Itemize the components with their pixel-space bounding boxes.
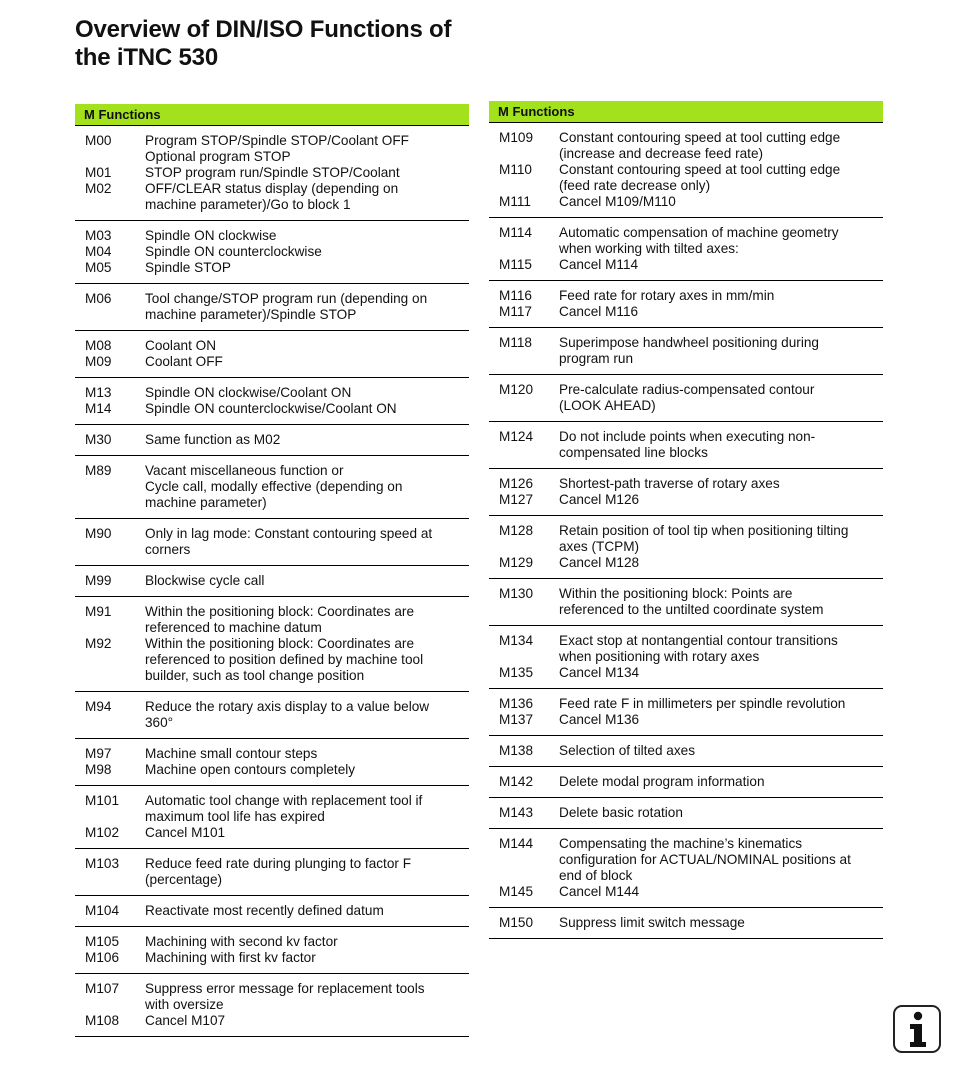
table-row <box>75 495 469 511</box>
table-row <box>75 1013 469 1029</box>
table-row <box>489 492 883 508</box>
function-description: Within the positioning block: Points are <box>559 586 793 601</box>
function-code: M116 <box>499 288 532 303</box>
function-code: M101 <box>85 793 120 808</box>
function-code: M09 <box>85 354 112 369</box>
function-description: Feed rate for rotary axes in mm/min <box>559 288 775 303</box>
table-row <box>489 178 883 194</box>
function-code <box>489 649 559 665</box>
function-description: Coolant ON <box>145 338 217 353</box>
function-code: M134 <box>499 633 534 648</box>
function-code: M109 <box>499 130 534 145</box>
function-code: M03 <box>85 228 112 243</box>
function-description: Delete basic rotation <box>559 805 683 820</box>
table-row <box>489 868 883 884</box>
function-code <box>489 445 559 461</box>
table-row <box>75 181 469 197</box>
function-description: Exact stop at nontangential contour transitions <box>559 633 838 648</box>
function-description: corners <box>145 542 191 557</box>
function-description: when positioning with rotary axes <box>559 649 760 664</box>
function-group <box>75 126 469 221</box>
function-code <box>489 351 559 367</box>
function-group <box>75 974 469 1037</box>
function-description: Superimpose handwheel positioning during <box>559 335 819 350</box>
function-description: OFF/CLEAR status display (depending on <box>145 181 399 196</box>
function-description: Vacant miscellaneous function or <box>145 463 344 478</box>
function-code: M06 <box>85 291 112 306</box>
function-code: M111 <box>499 194 531 209</box>
table-row <box>489 194 883 210</box>
function-description: Reduce feed rate during plunging to factor F <box>145 856 412 871</box>
function-code <box>489 178 559 194</box>
function-description: when working with tilted axes: <box>559 241 739 256</box>
function-code <box>489 539 559 555</box>
function-description: Selection of tilted axes <box>559 743 696 758</box>
function-code <box>489 868 559 884</box>
table-row <box>489 257 883 273</box>
table-row <box>489 743 883 759</box>
function-code: M128 <box>499 523 534 538</box>
table-row <box>75 872 469 888</box>
function-code <box>75 479 145 495</box>
function-code: M105 <box>85 934 120 949</box>
table-body <box>489 123 883 939</box>
function-code: M135 <box>499 665 534 680</box>
table-row <box>489 852 883 868</box>
function-code <box>75 197 145 213</box>
function-description: axes (TCPM) <box>559 539 640 554</box>
table-row <box>75 244 469 260</box>
table-row <box>489 304 883 320</box>
function-description: STOP program run/Spindle STOP/Coolant <box>145 165 400 180</box>
function-description: Spindle ON counterclockwise/Coolant ON <box>145 401 397 416</box>
table-row <box>75 149 469 165</box>
table-row <box>489 241 883 257</box>
table-row <box>75 573 469 589</box>
table-row <box>75 997 469 1013</box>
function-description: machine parameter) <box>145 495 267 510</box>
table-row <box>75 825 469 841</box>
table-row <box>75 793 469 809</box>
function-code: M106 <box>85 950 120 965</box>
info-icon <box>893 1005 941 1053</box>
function-description: Cancel M109/M110 <box>559 194 676 209</box>
function-group <box>75 566 469 597</box>
function-description: Within the positioning block: Coordinates are <box>145 604 415 619</box>
function-description: Machining with first kv factor <box>145 950 316 965</box>
table-row <box>489 523 883 539</box>
table-row <box>489 162 883 178</box>
table-row <box>489 539 883 555</box>
table-row <box>75 432 469 448</box>
table-row <box>489 712 883 728</box>
table-row <box>75 668 469 684</box>
function-code: M104 <box>85 903 120 918</box>
function-group <box>489 422 883 469</box>
function-code: M99 <box>85 573 112 588</box>
function-code: M115 <box>499 257 532 272</box>
function-description: Cancel M128 <box>559 555 640 570</box>
table-row <box>489 288 883 304</box>
function-description: Cancel M114 <box>559 257 639 272</box>
function-code: M90 <box>85 526 112 541</box>
function-description: maximum tool life has expired <box>145 809 325 824</box>
table-row <box>75 636 469 652</box>
function-code: M136 <box>499 696 534 711</box>
function-code: M103 <box>85 856 120 871</box>
table-row <box>75 903 469 919</box>
table-row <box>489 805 883 821</box>
function-code <box>75 809 145 825</box>
function-group <box>75 456 469 519</box>
function-code <box>489 241 559 257</box>
function-description: builder, such as tool change position <box>145 668 365 683</box>
function-description: Constant contouring speed at tool cutting edge <box>559 162 841 177</box>
function-description: machine parameter)/Spindle STOP <box>145 307 357 322</box>
function-group <box>489 375 883 422</box>
function-code <box>75 715 145 731</box>
function-code: M110 <box>499 162 532 177</box>
table-row <box>75 762 469 778</box>
function-description: Cancel M144 <box>559 884 640 899</box>
right-m-functions-table <box>489 101 883 939</box>
function-description: Machining with second kv factor <box>145 934 338 949</box>
function-group <box>489 798 883 829</box>
function-description: (increase and decrease feed rate) <box>559 146 764 161</box>
function-group <box>489 469 883 516</box>
function-code <box>75 149 145 165</box>
function-group <box>75 519 469 566</box>
function-code: M04 <box>85 244 112 259</box>
function-code: M143 <box>499 805 534 820</box>
function-code: M137 <box>499 712 534 727</box>
table-row <box>489 429 883 445</box>
function-description: Cycle call, modally effective (depending on <box>145 479 403 494</box>
function-code: M150 <box>499 915 534 930</box>
function-code: M08 <box>85 338 112 353</box>
function-group <box>75 786 469 849</box>
function-code: M120 <box>499 382 534 397</box>
table-row <box>489 351 883 367</box>
function-code: M107 <box>85 981 120 996</box>
function-description: referenced to the untilted coordinate system <box>559 602 824 617</box>
function-code: M02 <box>85 181 112 196</box>
function-code <box>489 852 559 868</box>
function-description: Tool change/STOP program run (depending on <box>145 291 428 306</box>
function-code <box>75 872 145 888</box>
function-description: Program STOP/Spindle STOP/Coolant OFF <box>145 133 409 148</box>
table-body <box>75 126 469 1037</box>
function-description: Shortest-path traverse of rotary axes <box>559 476 780 491</box>
table-row <box>75 809 469 825</box>
function-description: referenced to position defined by machine tool <box>145 652 424 667</box>
page-title <box>75 16 451 72</box>
function-code <box>75 495 145 511</box>
table-row <box>489 696 883 712</box>
function-code <box>75 668 145 684</box>
table-row <box>75 699 469 715</box>
function-description: compensated line blocks <box>559 445 708 460</box>
page-title-line-2: the iTNC 530 <box>75 44 218 71</box>
function-group <box>75 221 469 284</box>
table-header: M Functions <box>489 101 883 123</box>
table-row <box>75 291 469 307</box>
table-row <box>75 934 469 950</box>
function-description: Coolant OFF <box>145 354 223 369</box>
table-row <box>489 382 883 398</box>
function-description: Reactivate most recently defined datum <box>145 903 384 918</box>
function-code: M94 <box>85 699 112 714</box>
table-row <box>489 602 883 618</box>
function-description: Cancel M101 <box>145 825 226 840</box>
table-row <box>75 652 469 668</box>
function-code: M00 <box>85 133 112 148</box>
table-row <box>75 307 469 323</box>
function-description: (percentage) <box>145 872 223 887</box>
function-code <box>75 997 145 1013</box>
function-description: Spindle ON clockwise <box>145 228 277 243</box>
function-code: M130 <box>499 586 534 601</box>
table-row <box>489 146 883 162</box>
function-description: Spindle ON counterclockwise <box>145 244 322 259</box>
function-code: M102 <box>85 825 120 840</box>
table-row <box>75 856 469 872</box>
function-code: M108 <box>85 1013 120 1028</box>
function-group <box>489 218 883 281</box>
function-code: M129 <box>499 555 534 570</box>
table-row <box>75 385 469 401</box>
function-group <box>489 579 883 626</box>
table-row <box>75 133 469 149</box>
table-row <box>489 836 883 852</box>
function-description: Only in lag mode: Constant contouring speed at <box>145 526 433 541</box>
function-group <box>75 425 469 456</box>
table-row <box>489 586 883 602</box>
function-group <box>75 849 469 896</box>
function-code: M01 <box>85 165 112 180</box>
function-code <box>489 602 559 618</box>
function-group <box>489 689 883 736</box>
function-description: Machine open contours completely <box>145 762 356 777</box>
function-group <box>489 123 883 218</box>
function-description: program run <box>559 351 634 366</box>
function-code: M97 <box>85 746 112 761</box>
function-code: M114 <box>499 225 532 240</box>
function-group <box>489 626 883 689</box>
function-description: Constant contouring speed at tool cutting edge <box>559 130 841 145</box>
table-row <box>75 463 469 479</box>
table-row <box>75 338 469 354</box>
table-row <box>489 774 883 790</box>
function-description: Cancel M134 <box>559 665 640 680</box>
table-header: M Functions <box>75 104 469 126</box>
function-description: (LOOK AHEAD) <box>559 398 656 413</box>
function-description: with oversize <box>145 997 224 1012</box>
table-row <box>75 197 469 213</box>
left-m-functions-table <box>75 104 469 1037</box>
function-code: M98 <box>85 762 112 777</box>
table-row <box>75 620 469 636</box>
function-code: M138 <box>499 743 534 758</box>
function-group <box>489 281 883 328</box>
function-description: Automatic compensation of machine geometry <box>559 225 839 240</box>
function-description: Cancel M116 <box>559 304 639 319</box>
function-description: referenced to machine datum <box>145 620 322 635</box>
function-description: machine parameter)/Go to block 1 <box>145 197 351 212</box>
table-row <box>489 225 883 241</box>
function-code: M30 <box>85 432 112 447</box>
function-group <box>489 736 883 767</box>
table-row <box>75 479 469 495</box>
function-code: M89 <box>85 463 112 478</box>
table-row <box>489 665 883 681</box>
function-description: Cancel M126 <box>559 492 640 507</box>
function-code: M92 <box>85 636 112 651</box>
function-description: Optional program STOP <box>145 149 291 164</box>
function-description: Pre-calculate radius-compensated contour <box>559 382 815 397</box>
function-group <box>75 927 469 974</box>
function-code: M118 <box>499 335 532 350</box>
table-row <box>489 633 883 649</box>
function-description: Retain position of tool tip when positioning tilting <box>559 523 849 538</box>
table-row <box>489 555 883 571</box>
table-row <box>75 746 469 762</box>
table-row <box>489 915 883 931</box>
table-row <box>489 398 883 414</box>
function-group <box>75 331 469 378</box>
function-description: Compensating the machine’s kinematics <box>559 836 803 851</box>
table-row <box>75 542 469 558</box>
function-group <box>75 692 469 739</box>
function-description: Feed rate F in millimeters per spindle revolution <box>559 696 846 711</box>
table-row <box>75 354 469 370</box>
table-row <box>489 884 883 900</box>
table-row <box>75 165 469 181</box>
table-row <box>489 335 883 351</box>
function-group <box>75 378 469 425</box>
function-group <box>489 516 883 579</box>
function-description: Spindle STOP <box>145 260 231 275</box>
function-description: end of block <box>559 868 633 883</box>
function-description: Cancel M136 <box>559 712 640 727</box>
function-description: Cancel M107 <box>145 1013 226 1028</box>
table-row <box>75 401 469 417</box>
table-row <box>75 604 469 620</box>
function-description: (feed rate decrease only) <box>559 178 711 193</box>
table-row <box>75 715 469 731</box>
page-title-line-1: Overview of DIN/ISO Functions of <box>75 16 452 43</box>
function-description: Delete modal program information <box>559 774 765 789</box>
table-row <box>489 476 883 492</box>
function-code: M124 <box>499 429 534 444</box>
function-group <box>75 896 469 927</box>
function-code: M13 <box>85 385 112 400</box>
function-group <box>75 597 469 692</box>
function-code <box>75 652 145 668</box>
table-row <box>75 981 469 997</box>
function-description: Automatic tool change with replacement tool if <box>145 793 423 808</box>
function-group <box>489 328 883 375</box>
function-code: M145 <box>499 884 534 899</box>
function-code: M117 <box>499 304 532 319</box>
function-code <box>75 307 145 323</box>
function-code: M144 <box>499 836 534 851</box>
function-description: Suppress limit switch message <box>559 915 745 930</box>
function-description: configuration for ACTUAL/NOMINAL positions at <box>559 852 851 867</box>
function-code <box>489 146 559 162</box>
table-row <box>489 130 883 146</box>
function-code <box>75 620 145 636</box>
function-description: Reduce the rotary axis display to a value below <box>145 699 430 714</box>
function-description: Do not include points when executing non- <box>559 429 816 444</box>
function-group <box>75 284 469 331</box>
function-code: M91 <box>85 604 112 619</box>
table-row <box>75 526 469 542</box>
function-group <box>489 829 883 908</box>
function-description: Same function as M02 <box>145 432 281 447</box>
function-code: M05 <box>85 260 112 275</box>
table-row <box>75 260 469 276</box>
function-group <box>489 767 883 798</box>
function-description: Machine small contour steps <box>145 746 318 761</box>
function-description: 360° <box>145 715 174 730</box>
function-code <box>489 398 559 414</box>
table-row <box>489 649 883 665</box>
function-group <box>75 739 469 786</box>
function-group <box>489 908 883 939</box>
table-row <box>75 228 469 244</box>
function-code: M126 <box>499 476 534 491</box>
function-code: M142 <box>499 774 534 789</box>
function-code <box>75 542 145 558</box>
function-description: Within the positioning block: Coordinates are <box>145 636 415 651</box>
function-description: Spindle ON clockwise/Coolant ON <box>145 385 352 400</box>
function-code: M127 <box>499 492 534 507</box>
function-description: Blockwise cycle call <box>145 573 265 588</box>
function-description: Suppress error message for replacement tools <box>145 981 425 996</box>
table-row <box>75 950 469 966</box>
table-row <box>489 445 883 461</box>
function-code: M14 <box>85 401 112 416</box>
